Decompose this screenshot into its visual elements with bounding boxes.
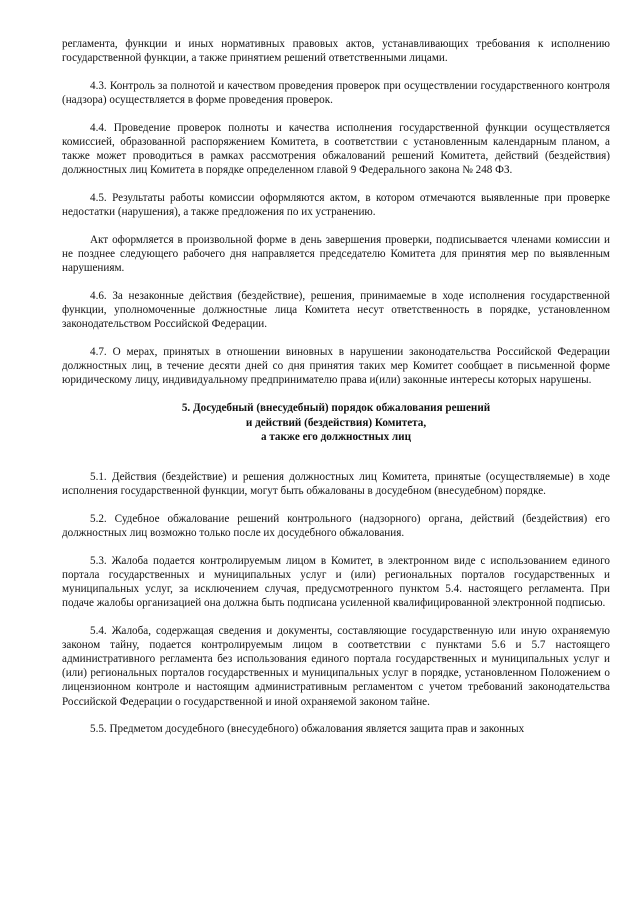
paragraph-5-2: 5.2. Судебное обжалование решений контрольного (надзорного) органа, действий (бездействия) его должностных лиц возможно только после их досудебного обжалования. (62, 512, 610, 540)
section-heading-line-3: а также его должностных лиц (260, 430, 412, 443)
paragraph-5-3: 5.3. Жалоба подается контролируемым лицом в Комитет, в электронном виде с использованием единого портала государственных и муниципальных услуг и (или) региональных порталов государственных и муниципальных услуг, за исключением случая, предусмотренного пунктом 5.4. настоящего регламента. При подаче жалобы организацией она должна быть подписана усиленной квалифицированной электронной подписью. (62, 554, 610, 610)
paragraph-5-5: 5.5. Предметом досудебного (внесудебного) обжалования является защита прав и законных (90, 723, 525, 736)
paragraph-4-3: 4.3. Контроль за полнотой и качеством проведения проверок при осуществлении государственного контроля (надзора) осуществляется в форме проведения проверок. (62, 79, 610, 107)
section-heading-line-2: и действий (бездействия) Комитета, (245, 416, 427, 429)
paragraph-continuation: регламента, функции и иных нормативных правовых актов, устанавливающих требования к исполнению государственной функции, а также принятием решений ответственными лицами. (62, 38, 610, 65)
paragraph-4-4: 4.4. Проведение проверок полноты и качества исполнения государственной функции осуществляется комиссией, образованной распоряжением Комитета, в соответствии с установленным календарным планом, а также может проводиться в рамках рассмотрения обжалований решений Комитета, действий (бездействия) должностных лиц Комитета в порядке определенном главой 9 Федерального закона № 248 ФЗ. (62, 121, 610, 177)
paragraph-5-4: 5.4. Жалоба, содержащая сведения и документы, составляющие государственную или иную охраняемую законом тайну, подается контролируемым лицом в соответствии с пунктами 5.6 и 5.7 настоящего административного регламента без использования единого портала государственных и муниципальных услуг и (или) региональных порталов государственных и муниципальных услуг в порядке, установленном Положением о лицензионном контроле и настоящим административным регламентом с учетом требований законодательства Российской Федерации о государственной и иной охраняемой законом тайне. (62, 625, 610, 708)
paragraph-4-5: 4.5. Результаты работы комиссии оформляются актом, в котором отмечаются выявленные при проверке недостатки (нарушения), а также предложения по их устранению. (62, 192, 610, 219)
paragraph-4-7: 4.7. О мерах, принятых в отношении виновных в нарушении законодательства Российской Федерации должностных лиц, в течение десяти дней со дня принятия таких мер Комитет сообщает в письменной форме юридическому лицу, индивидуальному предпринимателю права и(или) законные интересы которых нарушены. (62, 346, 610, 387)
paragraph-5-1: 5.1. Действия (бездействие) и решения должностных лиц Комитета, принятые (осуществляемые) в ходе исполнения государственной функции, могут быть обжалованы в досудебном (внесудебном) порядке. (62, 470, 610, 498)
section-5-heading (62, 401, 610, 444)
section-heading-line-1: 5. Досудебный (внесудебный) порядок обжалования решений (181, 402, 491, 415)
paragraph-act: Акт оформляется в произвольной форме в день завершения проверки, подписывается членами комиссии и не позднее следующего рабочего дня направляется председателю Комитета для принятия мер по выявленным нарушениям. (62, 234, 610, 275)
paragraph-4-6: 4.6. За незаконные действия (бездействие), решения, принимаемые в ходе исполнения государственной функции, уполномоченные должностные лица Комитета несут ответственность в порядке, установленном законодательством Российской Федерации. (62, 290, 610, 331)
